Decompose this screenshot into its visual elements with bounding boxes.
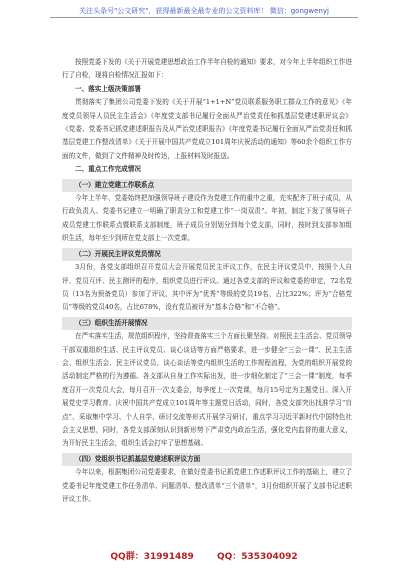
banner-divider	[50, 17, 358, 18]
section-heading-1: 一、落实上级决策部署	[75, 84, 141, 93]
qq-group-label: QQ群：31991489	[110, 552, 194, 562]
intro-paragraph: 按照党委下发的《关于开展党建思想政治工作半年自检的通知》要求，对今年上半年组织工作进行了自检，现将自检情况汇报如下：	[62, 58, 352, 80]
subsection-2-paragraph: 3月份，各党支部组织召开党员大会开展党员民主评议工作，在民主评议党员中，按照个人自评、党员互评、民主测评的程序，组织党员进行评议。通过各党支部的评议和党委的审定，72名党员（13名为预备党员）参加了评议，其中评为“优秀”等级的党员19名，占比322%；评为“合格党员”等级的党员40名，占比678%，没有党员被评为“基本合格”和“不合格”。	[62, 263, 352, 312]
subsection-heading-1: （一）建立党建工作联系点	[62, 179, 352, 192]
top-banner: 关注头条号"公文研究"，获得最新最全最专业的公文资料库！ 微信：gongwenyj	[79, 7, 329, 15]
subsection-4-paragraph: 今年以来，根据集团公司党委要求，在做好党委书记抓党建工作述职评议工作的基础上，建立了党委书记年度党建工作任务清单、问题清单、整改清单“三个清单”，3月份组织开展了支部书记述职评议工作。	[62, 468, 352, 503]
section-heading-2: 二、重点工作完成情况	[75, 165, 141, 174]
footer-contact	[0, 549, 408, 562]
subsection-heading-2: （二）开展民主评议党员情况	[62, 248, 352, 261]
section-1-paragraph: 贯彻落实了集团公司党委下发的《关于开展“1+1+N”党员联系服务职工群众工作的意见》《年度党员领导人员民主生活会》《年度党支部书记履行全面从严治党责任和抓基层党建述职评议会》《党委、党委书记抓党建述职报告及从严治党述职报告》《年度党委书记履行全面从严治党责任和抓基层党建工作整改清单》《关于开展中国共产党成立101周年庆祝活动的通知》等60余个组织工作方面的文件，做到了文件精神及时传达，上报材料及时报送。	[62, 98, 352, 160]
subsection-heading-4: （四）党组织书记抓基层党建述职评议方面	[62, 453, 352, 466]
subsection-1-paragraph: 今年上半年，党委始终把加强领导班子建设作为党建工作的重中之重，充实配齐了班子成员，从行政负责人、党委书记建立一明确了职责分工和党建工作“一岗双责”。年初，制定下发了领导班子成员党建工作联系点暨联系支部制度，班子成员分别划分到每个党支部，同时，按时到支部参加组织生活，每年至少到所在党支部上一次党课。	[62, 194, 352, 243]
document-body	[62, 56, 352, 506]
qq-number-label: QQ：535304092	[216, 552, 298, 562]
subsection-heading-3: （三）组织生活开展情况	[62, 317, 352, 330]
subsection-3-paragraph: 在严实落实生活，规范组织程序，坚持督查落实三个方面长聚坚持。对照民主生活会、党员领导干部双重组织生活、民主评议党员、谈心谈话等方面严格要求，进一步健全“三会一课”、民主生活会、组织生活会、民主评议党员、谈心谈话等党内组织生活的工作规程流程，为党的组织开展党的活动制定严格的行为遵循。各支部从自身工作实际出发，进一步细化制定了“三会一课”制度，每季度召开一次党员大会，每月召开一次支委会，每季度上一次党课，每月15号定为主题党日。深入开展党史学习教育、庆祝中国共产党成立101周年等主题党日活动，同时，各党支部突出找准学习“盲点”、采取集中学习、个人自学、研讨交流等形式开展学习研讨，重点学习习近平新时代中国特色社会主义思想，同时，各党支部深刻认识到新形势下严肃党内政治生活，强化党内监督的重大意义，为开好民主生活会，组织生活会打牢了思想基础。	[62, 332, 352, 448]
